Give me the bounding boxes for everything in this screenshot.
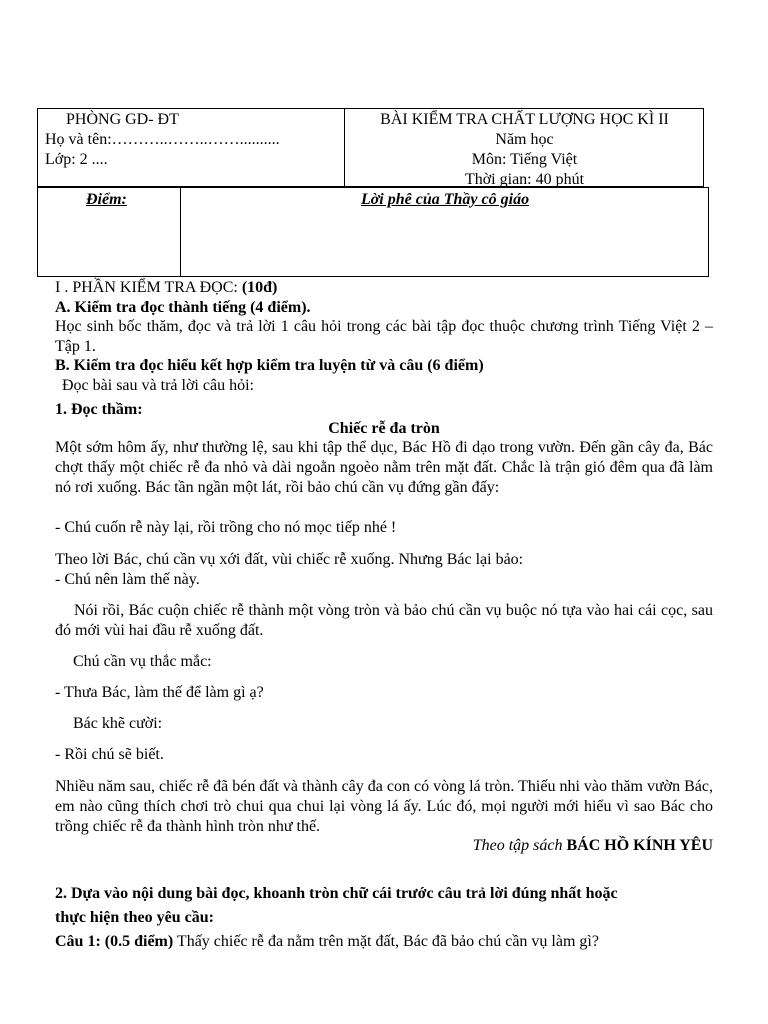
question-1-text: Thấy chiếc rễ đa nằm trên mặt đất, Bác đã bảo chú cần vụ làm gì? xyxy=(173,933,599,950)
question-1-label: Câu 1: (0.5 điểm) xyxy=(55,933,174,950)
questions-heading-line-2: thực hiện theo yêu cầu: xyxy=(55,909,214,926)
story-source-prefix: Theo tập sách xyxy=(472,837,567,854)
story-paragraph-7: - Thưa Bác, làm thế để làm gì ạ? xyxy=(55,684,264,701)
part-b-instruction: Đọc bài sau và trả lời câu hỏi: xyxy=(62,377,254,394)
section-reading-title xyxy=(55,278,277,298)
score-label: Điểm: xyxy=(86,191,127,208)
story-title: Chiếc rễ đa tròn xyxy=(328,420,440,437)
story-paragraph-4: - Chú nên làm thế này. xyxy=(55,571,200,588)
story-paragraph-3: Theo lời Bác, chú cần vụ xới đất, vùi chiếc rễ xuống. Nhưng Bác lại bảo: xyxy=(55,551,524,568)
story-paragraph-6: Chú cần vụ thắc mắc: xyxy=(73,653,212,670)
story-source-book: BÁC HỒ KÍNH YÊU xyxy=(566,837,713,854)
department-label: PHÒNG GD- ĐT xyxy=(66,111,179,128)
part-b-title: B. Kiểm tra đọc hiểu kết hợp kiểm tra luyện từ và câu (6 điểm) xyxy=(55,357,484,374)
story-paragraph-8: Bác khẽ cười: xyxy=(73,715,163,732)
story-source xyxy=(473,836,713,856)
student-class-field: Lớp: 2 .... xyxy=(45,151,108,168)
story-paragraph-2: - Chú cuốn rễ này lại, rồi trồng cho nó mọc tiếp nhé ! xyxy=(55,519,397,536)
section-reading-points: (10đ) xyxy=(241,279,278,296)
story-paragraph-1: Một sớm hôm ấy, như thường lệ, sau khi tập thể dục, Bác Hồ đi dạo trong vườn. Đến gần cây đa, Bác chợt thấy một chiếc rễ đa nhỏ và dài ngoằn ngoèo nằm trên mặt đất. Chắc là trận gió đêm qua đã làm nó rơi xuống. Bác tần ngần một lát, rồi bảo chú cần vụ đứng gần đấy: xyxy=(55,439,713,496)
story-paragraph-10: Nhiều năm sau, chiếc rễ đã bén đất và thành cây đa con có vòng lá tròn. Thiếu nhi vào thăm vườn Bác, em nào cũng thích chơi trò chui qua chui lại vòng lá ấy. Lúc đó, mọi người mới hiểu vì sao Bác cho trồng chiếc rễ đa thành hình tròn như thế. xyxy=(55,778,713,835)
part-a-text: Học sinh bốc thăm, đọc và trả lời 1 câu hỏi trong các bài tập đọc thuộc chương trình Tiếng Việt 2 – Tập 1. xyxy=(55,318,713,355)
story-paragraph-9: - Rồi chú sẽ biết. xyxy=(55,746,164,763)
reading-heading: 1. Đọc thầm: xyxy=(55,401,143,418)
teacher-comment-label: Lời phê của Thầy cô giáo xyxy=(360,191,530,208)
questions-heading-line-1: 2. Dựa vào nội dung bài đọc, khoanh tròn chữ cái trước câu trả lời đúng nhất hoặc xyxy=(55,885,618,902)
subject: Môn: Tiếng Việt xyxy=(471,151,578,168)
exam-title: BÀI KIỂM TRA CHẤT LƯỢNG HỌC KÌ II xyxy=(380,111,669,128)
story-paragraph-5: Nói rồi, Bác cuộn chiếc rễ thành một vòng tròn và bảo chú cần vụ buộc nó tựa vào hai cái cọc, sau đó mới vùi hai đầu rễ xuống đất. xyxy=(55,602,713,639)
student-name-field: Họ và tên:………..……..…….......... xyxy=(45,131,280,148)
school-year: Năm học xyxy=(495,131,554,148)
question-1 xyxy=(55,932,599,952)
section-reading-title-text: I . PHẦN KIỂM TRA ĐỌC: xyxy=(55,279,242,296)
duration: Thời gian: 40 phút xyxy=(464,171,585,188)
part-a-title: A. Kiểm tra đọc thành tiếng (4 điểm). xyxy=(55,299,311,316)
